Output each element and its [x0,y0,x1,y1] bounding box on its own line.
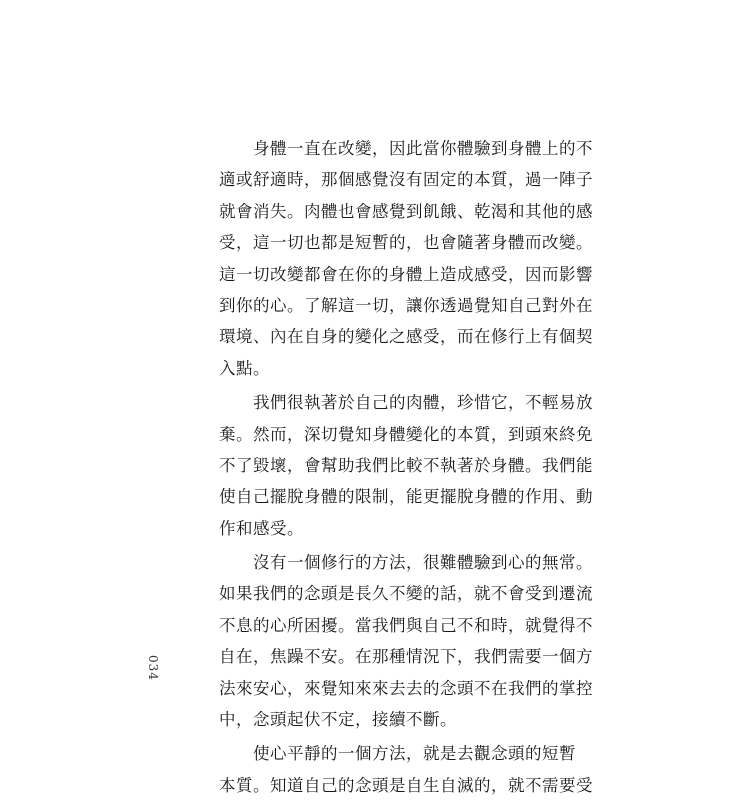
text-line: 棄。然而，深切覺知身體變化的本質，到頭來終免 [219,424,593,444]
text-line: 中，念頭起伏不定，接續不斷。 [219,710,457,730]
text-line: 不了毀壞，會幫助我們比較不執著於身體。我們能 [219,455,593,475]
paragraph-4 [219,738,593,801]
paragraph-2 [219,387,593,544]
body-text [219,133,593,801]
text-line: 本質。知道自己的念頭是自生自滅的，就不需要受 [219,775,593,795]
text-line: 我們很執著於自己的肉體，珍惜它，不輕易放 [219,393,593,413]
text-line: 環境、內在自身的變化之感受，而在修行上有個契 [219,327,593,347]
text-line: 身體一直在改變，因此當你體驗到身體上的不 [219,139,593,158]
text-line: 使自己擺脫身體的限制，能更擺脫身體的作用、動 [219,487,593,507]
text-line: 適或舒適時，那個感覺沒有固定的本質，過一陣子 [219,170,593,190]
text-line: 自在，焦躁不安。在那種情況下，我們需要一個方 [219,647,593,667]
paragraph-3 [219,547,593,735]
text-line: 如果我們的念頭是長久不變的話，就不會受到遷流 [219,584,593,604]
text-line: 使心平靜的一個方法，就是去觀念頭的短暫 [219,744,576,764]
text-line: 法來安心，來覺知來來去去的念頭不在我們的掌控 [219,678,593,698]
text-line: 不息的心所困擾。當我們與自己不和時，就覺得不 [219,615,593,635]
text-line: 入點。 [219,358,270,378]
text-line: 受，這一切也都是短暫的，也會隨著身體而改變。 [219,233,593,253]
text-line: 就會消失。肉體也會感覺到飢餓、乾渴和其他的感 [219,201,593,221]
text-line: 作和感受。 [219,518,304,538]
page-number: 034 [146,655,160,681]
text-line: 這一切改變都會在你的身體上造成感受，因而影響 [219,264,593,284]
text-line: 沒有一個修行的方法，很難體驗到心的無常。 [219,553,593,573]
paragraph-1 [219,133,593,384]
text-line: 到你的心。了解這一切，讓你透過覺知自己對外在 [219,295,593,315]
